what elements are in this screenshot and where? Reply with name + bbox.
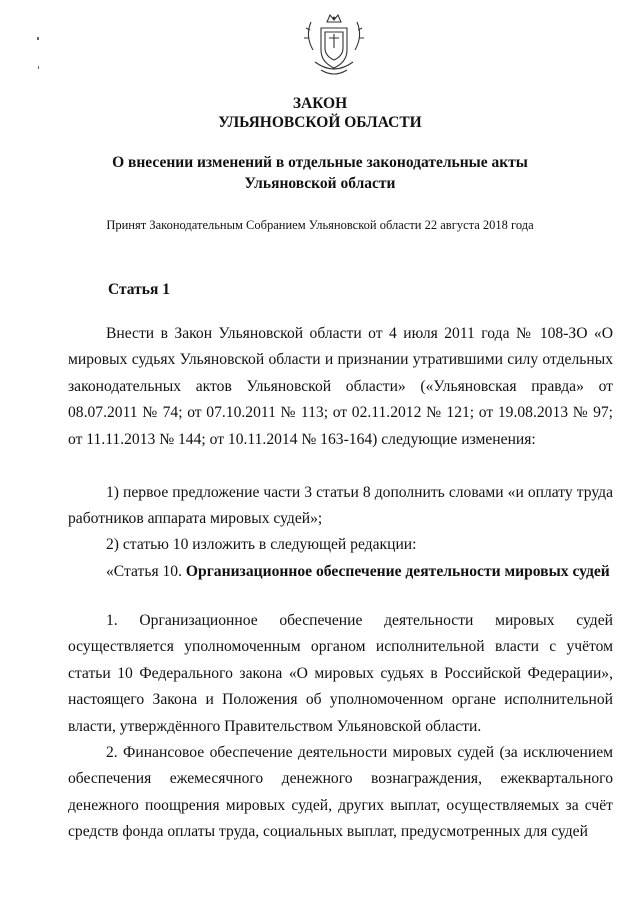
article-intro-paragraph: Внести в Закон Ульяновской области от 4 июля 2011 года № 108-ЗО «О мировых судьях Ульяновской области и признании утратившими силу отдельных законодательных актов Ульяновской области» («Ульяновская правда» от 08.07.2011 № 74; от 07.10.2011 № 113; от 02.11.2012 № 121; от 19.08.2013 № 97; от 11.11.2013 № 144; от 10.11.2014 № 163-164) следующие изменения: <box>68 325 613 448</box>
region-name: УЛЬЯНОВСКОЙ ОБЛАСТИ <box>218 114 422 131</box>
coat-of-arms-emblem <box>301 10 367 80</box>
document-subject <box>0 152 640 194</box>
quoted-article-heading <box>68 559 613 585</box>
subject-line-1: О внесении изменений в отдельные законодательные акты <box>112 154 528 171</box>
scan-mark <box>37 37 39 40</box>
amendment-item-2: 2) статью 10 изложить в следующей редакции: <box>106 536 417 553</box>
quoted-paragraph-1: 1. Организационное обеспечение деятельности мировых судей осуществляется уполномоченным органом исполнительной власти с учётом статьи 10 Федерального закона «О мировых судьях в Российской Федерации», настоящего Закона и Положения об уполномоченном органе исполнительной власти, утверждённого Правительством Ульяновской области. <box>68 612 613 735</box>
article-heading: Статья 1 <box>108 281 170 298</box>
quoted-paragraph-2: 2. Финансовое обеспечение деятельности мировых судей (за исключением обеспечения ежемесячного денежного вознаграждения, ежеквартального денежного поощрения мировых судей, других выплат, осуществляемых за счёт средств фонда оплаты труда, социальных выплат, предусмотренных для судей <box>68 744 613 841</box>
subject-line-2: Ульяновской области <box>244 175 396 192</box>
law-word: ЗАКОН <box>292 95 348 112</box>
law-title <box>0 94 640 132</box>
amendment-item-1: 1) первое предложение части 3 статьи 8 дополнить словами «и оплату труда работников аппарата мировых судей»; <box>68 484 613 528</box>
quoted-article-prefix: «Статья 10. <box>106 563 186 580</box>
adoption-note: Принят Законодательным Собранием Ульяновской области 22 августа 2018 года <box>106 218 534 232</box>
quoted-article-title: Организационное обеспечение деятельности мировых судей <box>185 563 610 580</box>
scan-mark <box>38 66 39 69</box>
